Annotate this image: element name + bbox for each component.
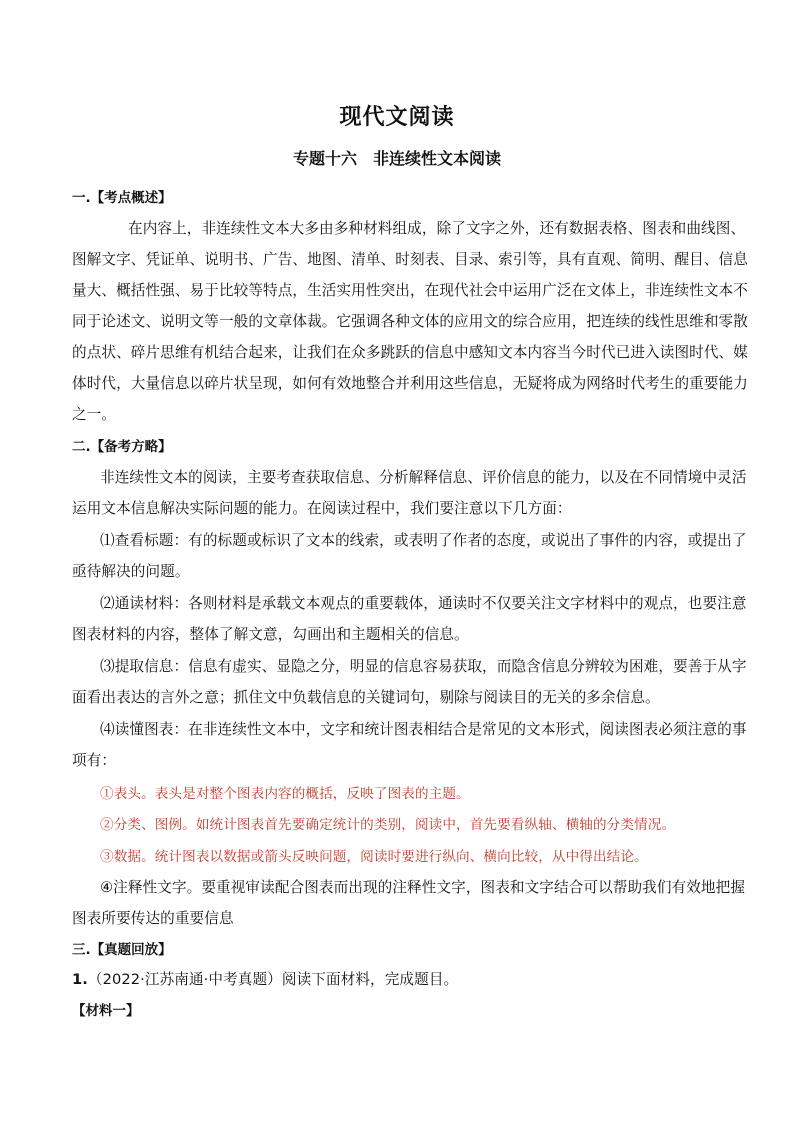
paragraph-line: 运用文本信息解决实际问题的能力。在阅读过程中，我们要注意以下几方面： — [72, 500, 572, 517]
paragraph-line: 面看出表达的言外之意；抓住文中负载信息的关键词句，剔除与阅读目的无关的多余信息。 — [72, 689, 660, 706]
section-heading-real-questions: 三.【真题回放】 — [72, 942, 172, 958]
paragraph-line: 体时代，大量信息以碎片状呈现，如何有效地整合并利用这些信息，无疑将成为网络时代考生的重要能力 — [72, 375, 748, 392]
question-number: 1. — [72, 971, 88, 988]
chart-tip-category: ②分类、图例。如统计图表首先要确定统计的类别，阅读中，首先要看纵轴、横轴的分类情况。 — [100, 817, 676, 833]
chart-tip-data: ③数据。统计图表以数据或箭头反映问题，阅读时要进行纵向、横向比较，从中得出结论。 — [100, 849, 648, 865]
paragraph-line: 的点状、碎片思维有机结合起来，让我们在众多跳跃的信息中感知文本内容当今时代已进入读图时代、媒 — [72, 344, 748, 361]
paragraph-line: 量大、概括性强、易于比较等特点，生活实用性突出，在现代社会中运用广泛在文体上，非连续性文本不 — [72, 282, 748, 299]
paragraph-line: ⑵通读材料：各则材料是承载文本观点的重要载体，通读时不仅要关注文字材料中的观点，也要注意 — [100, 595, 747, 612]
paragraph-line: ⑷读懂图表：在非连续性文本中，文字和统计图表相结合是常见的文本形式，阅读图表必须注意的事 — [100, 721, 747, 738]
question-source: （2022·江苏南通·中考真题） — [87, 971, 282, 988]
paragraph-line: 在内容上，非连续性文本大多由多种材料组成，除了文字之外，还有数据表格、图表和曲线图、 — [128, 220, 746, 237]
paragraph-line: 同于论述文、说明文等一般的文章体裁。它强调各种文体的应用文的综合应用，把连续的线性思维和零散 — [72, 313, 748, 330]
paragraph-line: ⑴查看标题：有的标题或标识了文本的线索，或表明了作者的态度，或说出了事件的内容，或提出了 — [100, 532, 747, 549]
paragraph-line: 图解文字、凭证单、说明书、广告、地图、清单、时刻表、目录、索引等，具有直观、简明、醒目、信息 — [72, 251, 748, 268]
section-heading-overview: 一.【考点概述】 — [72, 190, 172, 206]
paragraph-line: 非连续性文本的阅读，主要考查获取信息、分析解释信息、评价信息的能力，以及在不同情境中灵活 — [100, 469, 747, 486]
page-subtitle: 专题十六 非连续性文本阅读 — [292, 149, 501, 168]
question-text: 阅读下面材料，完成题目。 — [281, 971, 459, 988]
paragraph-line: 之一。 — [72, 406, 117, 423]
paragraph-line: 项有： — [72, 752, 117, 769]
chart-tip-header: ①表头。表头是对整个图表内容的概括，反映了图表的主题。 — [100, 786, 470, 802]
paragraph-line: 图表材料的内容，整体了解文意，勾画出和主题相关的信息。 — [72, 626, 469, 643]
paragraph-line: 亟待解决的问题。 — [72, 563, 190, 580]
page-title: 现代文阅读 — [339, 104, 455, 130]
paragraph-line: 图表所要传达的重要信息 — [72, 910, 234, 927]
section-heading-strategy: 二.【备考方略】 — [72, 439, 172, 455]
paragraph-line: ⑶提取信息：信息有虚实、显隐之分，明显的信息容易获取，而隐含信息分辨较为困难，要善于从字 — [100, 658, 747, 675]
question-line — [72, 968, 458, 989]
material-label: 【材料一】 — [72, 1003, 140, 1019]
paragraph-line: ④注释性文字。要重视审读配合图表而出现的注释性文字，图表和文字结合可以帮助我们有效地把握 — [100, 879, 746, 896]
